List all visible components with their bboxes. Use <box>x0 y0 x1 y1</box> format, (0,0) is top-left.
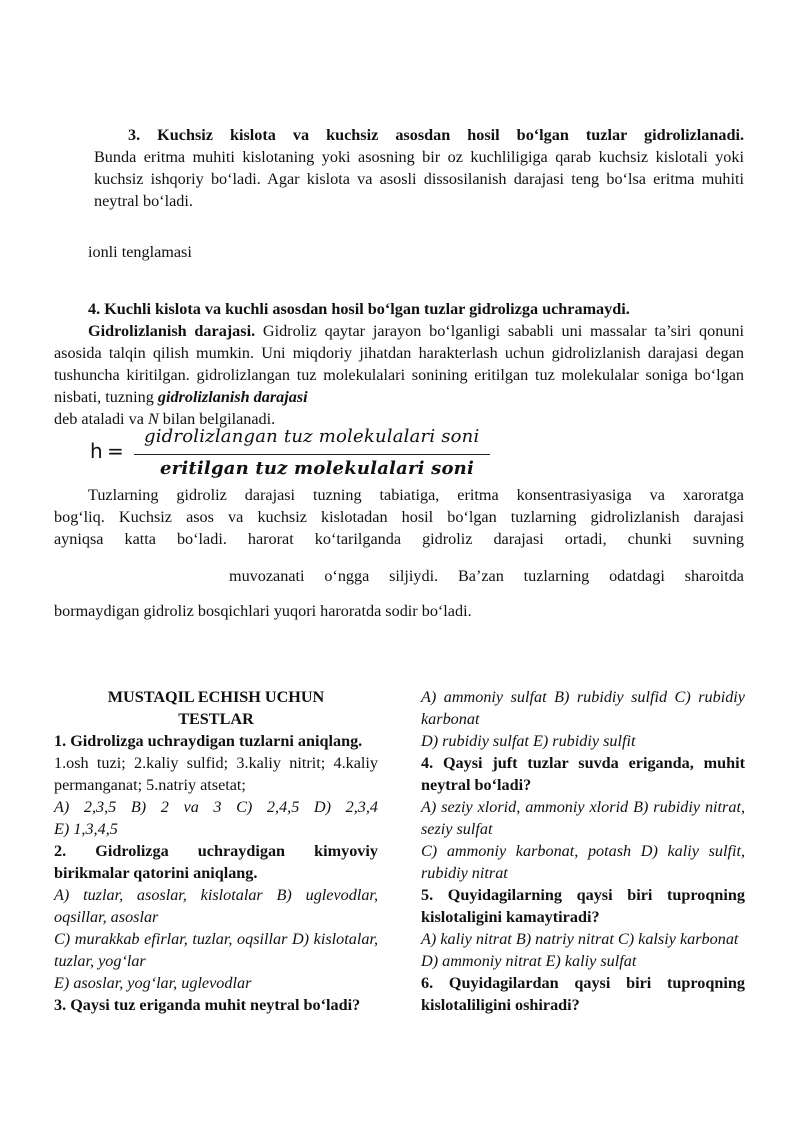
formula-equals: = <box>107 439 124 463</box>
formula-denominator: eritilgan tuz molekulalari soni <box>160 458 475 479</box>
question-4-option-a: A) seziy xlorid, ammoniy xlorid B) rubidiy nitrat, seziy sulfat <box>421 798 745 838</box>
degree-formula <box>90 424 500 484</box>
fraction-bar <box>134 454 490 455</box>
question-1-items: 1.osh tuzi; 2.kaliy sulfid; 3.kaliy nitrit; 4.kaliy permanganat; 5.natriy atsetat; <box>54 754 378 794</box>
question-5: 5. Quyidagilarning qaysi biri tuproqning kislotaligini kamaytiradi? <box>421 886 745 926</box>
ionic-equation-label: ionli tenglamasi <box>88 243 192 261</box>
question-2: 2. Gidrolizga uchraydigan kimyoviy birikmalar qatorini aniqlang. <box>54 842 378 882</box>
question-3-option-d: D) rubidiy sulfat E) rubidiy sulfit <box>421 732 636 750</box>
question-4-option-c: C) ammoniy karbonat, potash D) kaliy sulfit, rubidiy nitrat <box>421 842 745 882</box>
section3-body: Bunda eritma muhiti kislotaning yoki asosning bir oz kuchliligiga qarab kuchsiz kislotali yoki kuchsiz ishqoriy bo‘ladi. Agar kislota va asosli dissosilanish darajasi teng bo‘lsa eritma muhiti neytral bo‘ladi. <box>94 148 744 210</box>
formula-lhs: h <box>90 439 103 463</box>
factors-line-5: bormaydigan gidroliz bosqichlari yuqori haroratda sodir bo‘ladi. <box>54 602 472 620</box>
question-1-options-a: A) 2,3,5 B) 2 va 3 C) 2,4,5 D) 2,3,4 <box>54 798 378 816</box>
section3-block <box>94 124 744 212</box>
degree-term: Gidrolizlanish darajasi. <box>88 322 256 340</box>
tests-title-1: MUSTAQIL ECHISH UCHUN <box>107 688 325 706</box>
factors-paragraph <box>54 484 744 550</box>
question-5-option-a: A) kaliy nitrat B) natriy nitrat C) kalsiy karbonat <box>421 930 739 948</box>
question-4: 4. Qaysi juft tuzlar suvda eriganda, muhit neytral bo‘ladi? <box>421 754 745 794</box>
degree-body-2: deb ataladi va <box>54 410 148 428</box>
question-2-option-a: A) tuzlar, asoslar, kislotalar B) uglevodlar, oqsillar, asoslar <box>54 886 378 926</box>
tests-left-column <box>54 686 378 1016</box>
question-3-option-a: A) ammoniy sulfat B) rubidiy sulfid C) rubidiy karbonat <box>421 688 745 728</box>
section3-heading: 3. Kuchsiz kislota va kuchsiz asosdan hosil bo‘lgan tuzlar gidrolizlanadi. <box>128 126 744 144</box>
factors-line-4: muvozanati o‘ngga siljiydi. Ba’zan tuzlarning odatdagi sharoitda <box>229 567 744 585</box>
question-6: 6. Quyidagilardan qaysi biri tuproqning kislotaliligini oshiradi? <box>421 974 745 1014</box>
formula-numerator: gidrolizlangan tuz molekulalari soni <box>144 426 480 447</box>
question-1: 1. Gidrolizga uchraydigan tuzlarni aniqlang. <box>54 732 363 750</box>
degree-paragraph <box>54 320 744 408</box>
degree-body-3: bilan belgilanadi. <box>158 410 276 428</box>
question-2-option-e: E) asoslar, yog‘lar, uglevodlar <box>54 974 252 992</box>
tests-title-2: TESTLAR <box>178 710 254 728</box>
question-5-option-d: D) ammoniy nitrat E) kaliy sulfat <box>421 952 637 970</box>
degree-symbol: N <box>147 410 159 428</box>
question-3: 3. Qaysi tuz eriganda muhit neytral bo‘ladi? <box>54 996 361 1014</box>
factors-line-2: bog‘liq. Kuchsiz asos va kuchsiz kislotadan hosil bo‘lgan tuzlarning gidrolizlanish darajasi <box>54 508 744 526</box>
question-1-options-b: E) 1,3,4,5 <box>54 820 118 838</box>
degree-emphasis: gidrolizlanish darajasi <box>157 388 308 406</box>
question-2-option-c: C) murakkab efirlar, tuzlar, oqsillar D) kislotalar, tuzlar, yog‘lar <box>54 930 378 970</box>
tests-right-column <box>421 686 745 1016</box>
section4-heading: 4. Kuchli kislota va kuchli asosdan hosil bo‘lgan tuzlar gidrolizga uchramaydi. <box>88 300 630 318</box>
factors-line-3: ayniqsa katta bo‘ladi. harorat ko‘tarilganda gidroliz darajasi ortadi, chunki suvning <box>54 530 744 548</box>
factors-line-1: Tuzlarning gidroliz darajasi tuzning tabiatiga, eritma konsentrasiyasiga va xaroratga <box>88 486 744 504</box>
degree-body-1: Gidroliz qaytar jarayon bo‘lganligi sababli uni massalar ta’siri qonuni asosida talqin qilish mumkin. Uni miqdoriy jihatdan harakterlash uchun gidrolizlanish darajasi degan tushuncha kiritilgan. gidrolizlangan tuz molekulalari sonining eritilgan tuz molekulalar soniga bo‘lgan nisbati, tuzning <box>54 322 744 406</box>
section4-block <box>54 298 744 430</box>
